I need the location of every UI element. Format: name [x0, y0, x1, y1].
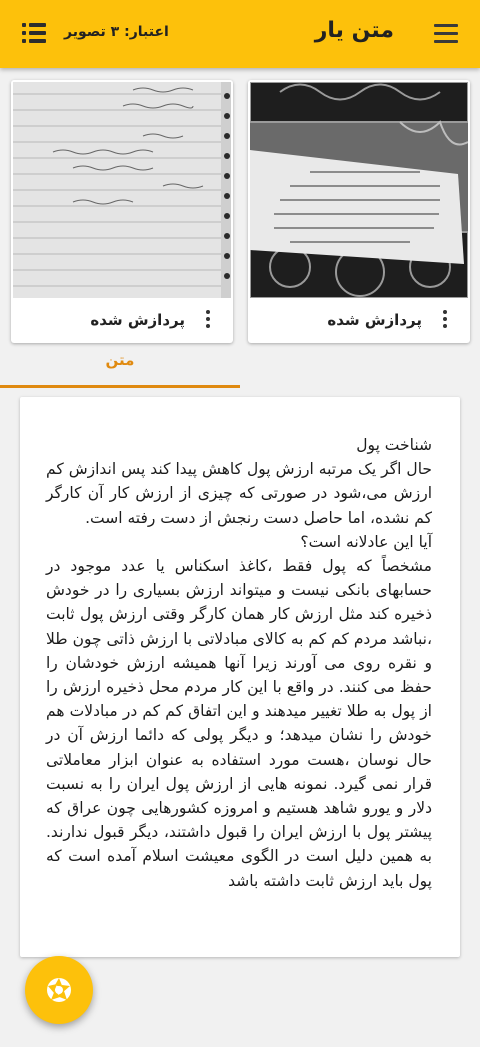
text-paragraph: مشخصاً که پول فقط ،کاغذ اسکناس یا عدد موجود در حسابهای بانکی نیست و میتواند ارزش بسیاری را در خودش ذخیره کند مثل ارزش کار همان کارگر وقتی ارزش پول ثابت ،نباشد مردم کم کم به کالای مبادلاتی با ارزش ذاتی چون طلا و نقره روی می آورند زیرا آنها همیشه ارزش خودشان را حفظ می کنند. در واقع با این کار مردم محل ذخیره ارزش را از پول به طلا تغییر میدهند و این اتفاق کم کم در مبادلات هم خودش را نشان میدهد؛ و دیگر پولی که دائما ارزش آن در حال نوسان ،هست مورد استفاده به عنوان ابزار معاملاتی قرار نمی گیرد. نمونه هایی از ارزش پول ایران را به نسبت دلار و یورو شاهد هستیم و امروزه کشورهایی چون عراق که پیشتر پول با ارزش ایران را قبول داشتند، دیگر قبول ندارند. به همین دلیل است در الگوی معیشت اسلام آمده است که پول باید ارزش ثابت داشته باشد — [46, 557, 432, 890]
image-card[interactable] — [11, 80, 233, 343]
hamburger-menu-icon[interactable] — [434, 24, 458, 44]
tab-text[interactable] — [0, 342, 240, 390]
app-title: متن یار — [314, 18, 394, 43]
list-icon[interactable] — [22, 22, 46, 44]
credit-count: اعتبار: ۳ تصویر — [64, 24, 169, 40]
app-bar — [0, 0, 480, 68]
text-paragraph: شناخت پول — [356, 436, 432, 454]
image-status-label: پردازش شده — [327, 311, 422, 329]
text-paragraph: آیا این عادلانه است؟ — [300, 532, 432, 551]
capture-button[interactable] — [25, 956, 93, 1024]
image-thumbnail[interactable] — [250, 82, 468, 298]
image-thumbnail[interactable] — [13, 82, 231, 298]
image-card[interactable] — [248, 80, 470, 343]
more-vert-icon[interactable] — [442, 310, 448, 328]
text-paragraph: حال اگر یک مرتبه ارزش پول کاهش پیدا کند پس اندازش کم ارزش می،شود در صورتی که چیزی از ارزش کار آن کارگر کم نشده، اما حاصل دست رنجش از دست رفته است. — [46, 460, 432, 527]
image-status-label: پردازش شده — [90, 311, 185, 329]
tab-indicator — [0, 385, 240, 388]
extracted-text[interactable] — [46, 433, 432, 893]
extracted-text-panel[interactable] — [20, 397, 460, 957]
tab-label: متن — [105, 351, 135, 369]
more-vert-icon[interactable] — [205, 310, 211, 328]
camera-shutter-icon — [45, 976, 73, 1004]
